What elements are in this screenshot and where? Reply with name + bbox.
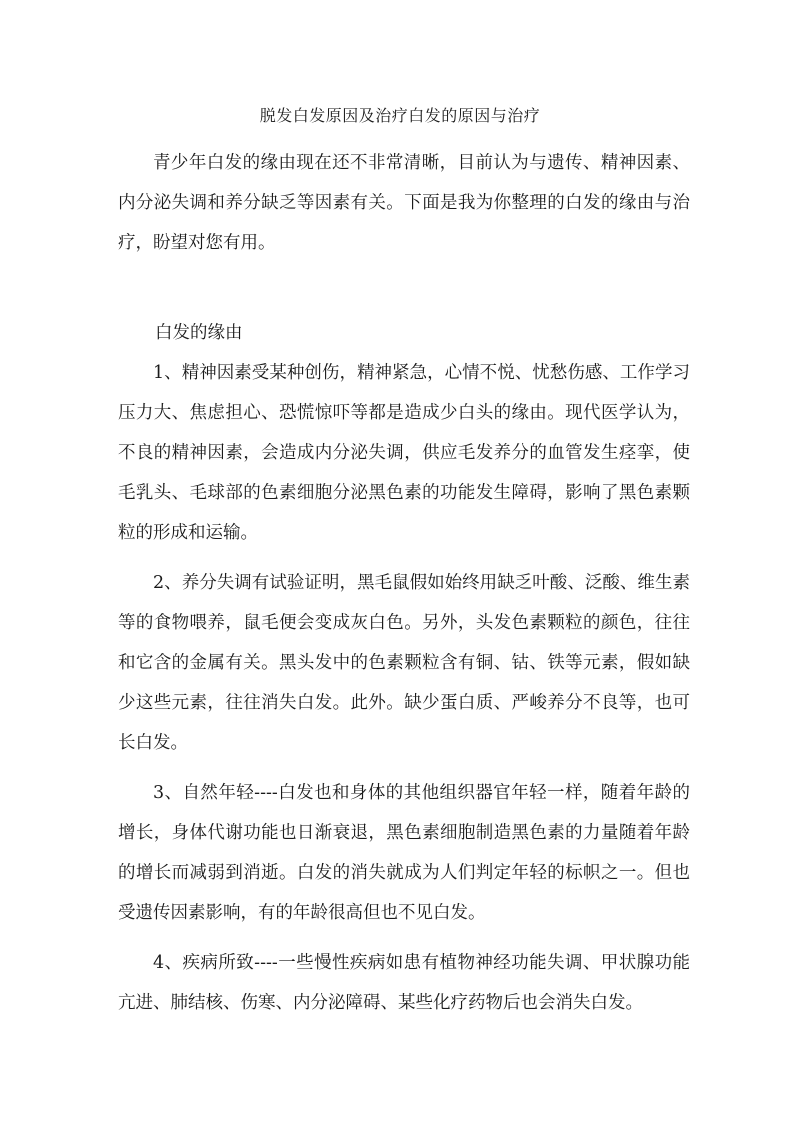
document-title: 脱发白发原因及治疗白发的原因与治疗	[259, 106, 541, 125]
paragraph-2: 2、养分失调有试验证明，黑毛鼠假如始终用缺乏叶酸、泛酸、维生素等的食物喂养，鼠毛便会变成灰白色。另外，头发色素颗粒的颜色，往往和它含的金属有关。黑头发中的色素颗粒含有铜、钴、铁等元素，假如缺少这些元素，往往消失白发。此外。缺少蛋白质、严峻养分不良等，也可长白发。	[118, 573, 690, 753]
paragraph-4: 4、疾病所致----一些慢性疾病如患有植物神经功能失调、甲状腺功能亢进、肺结核、伤寒、内分泌障碍、某些化疗药物后也会消失白发。	[118, 953, 690, 1013]
paragraph-3: 3、自然年轻----白发也和身体的其他组织器官年轻一样，随着年龄的增长，身体代谢功能也日渐衰退，黑色素细胞制造黑色素的力量随着年龄的增长而减弱到消逝。白发的消失就成为人们判定年轻的标帜之一。但也受遗传因素影响，有的年龄很高但也不见白发。	[118, 783, 690, 923]
section-heading: 白发的缘由	[155, 323, 243, 343]
intro-paragraph: 青少年白发的缘由现在还不非常清晰，目前认为与遗传、精神因素、内分泌失调和养分缺乏等因素有关。下面是我为你整理的白发的缘由与治疗，盼望对您有用。	[118, 153, 690, 253]
paragraph-1: 1、精神因素受某种创伤，精神紧急，心情不悦、忧愁伤感、工作学习压力大、焦虑担心、恐慌惊吓等都是造成少白头的缘由。现代医学认为，不良的精神因素，会造成内分泌失调，供应毛发养分的血管发生痉挛，使毛乳头、毛球部的色素细胞分泌黑色素的功能发生障碍，影响了黑色素颗粒的形成和运输。	[118, 363, 690, 543]
